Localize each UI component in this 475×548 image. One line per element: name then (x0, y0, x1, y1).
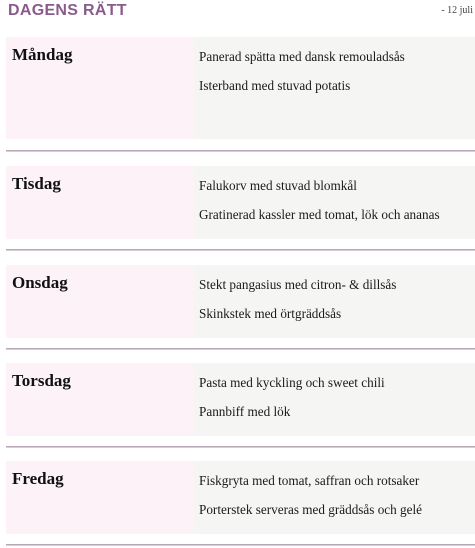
meal-item: Stekt pangasius med citron- & dillsås (199, 277, 397, 292)
meals-cell (194, 37, 475, 139)
meal-item: Pasta med kyckling och sweet chili (199, 375, 385, 390)
day-separator (6, 544, 475, 546)
meals-cell (194, 363, 475, 436)
meals-cell (194, 166, 475, 239)
day-name-cell (6, 37, 194, 139)
meals-cell (194, 461, 475, 534)
meal-item: Gratinerad kassler med tomat, lök och ananas (199, 207, 440, 222)
day-separator (6, 150, 475, 152)
day-name: Onsdag (12, 273, 68, 292)
day-separator (6, 249, 475, 251)
day-name-cell (6, 265, 194, 338)
day-name: Tisdag (12, 174, 61, 193)
day-name: Torsdag (12, 371, 71, 390)
meal-item: Panerad spätta med dansk remouladsås (199, 49, 405, 64)
date-label: - 12 juli (441, 5, 473, 16)
day-name-cell (6, 166, 194, 239)
day-name-cell (6, 461, 194, 534)
meal-item: Skinkstek med örtgräddsås (199, 306, 342, 321)
day-block-torsdag (6, 363, 475, 436)
page-header (0, 0, 475, 30)
day-block-fredag (6, 461, 475, 534)
meals-cell (194, 265, 475, 338)
day-name-cell (6, 363, 194, 436)
day-block-tisdag (6, 166, 475, 239)
meal-item: Falukorv med stuvad blomkål (199, 178, 357, 193)
page-title: DAGENS RÄTT (8, 2, 127, 19)
day-block-onsdag (6, 265, 475, 338)
meal-item: Porterstek serveras med gräddsås och gelé (199, 502, 423, 517)
day-separator (6, 348, 475, 350)
day-separator (6, 446, 475, 448)
day-name: Fredag (12, 469, 64, 488)
meal-item: Pannbiff med lök (199, 404, 291, 419)
meal-item: Isterband med stuvad potatis (199, 78, 351, 93)
day-block-mandag (6, 37, 475, 139)
day-name: Måndag (12, 45, 73, 64)
meal-item: Fiskgryta med tomat, saffran och rotsaker (199, 473, 420, 488)
